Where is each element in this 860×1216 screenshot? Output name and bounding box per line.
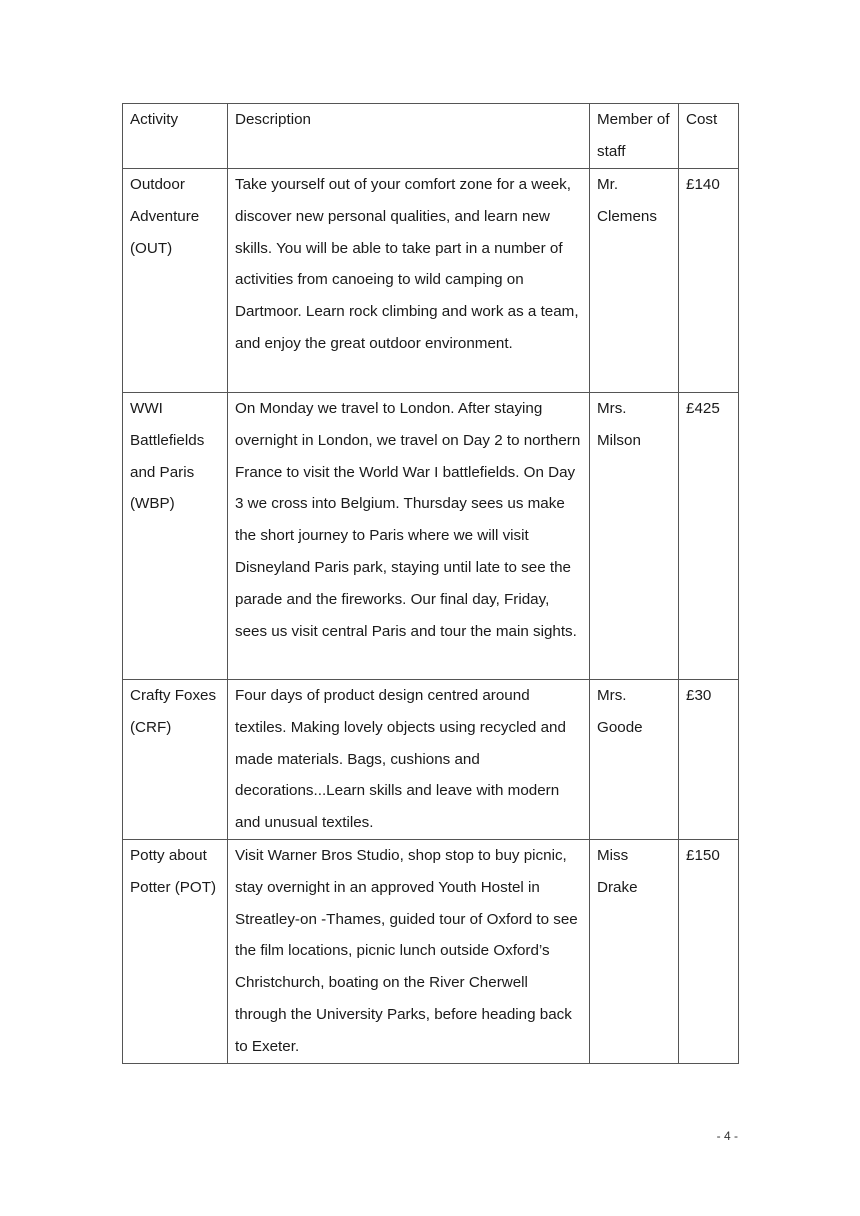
description-cell: Take yourself out of your comfort zone for a week, discover new personal qualities, and learn new skills. You will be able to take part in a number of activities from canoeing to wild camping on Dartmoor. Learn rock climbing and work as a team, and enjoy the great outdoor environment. bbox=[228, 169, 590, 393]
header-description: Description bbox=[228, 104, 590, 169]
table-row bbox=[123, 840, 739, 1064]
cost-cell: £425 bbox=[679, 393, 739, 680]
table-row bbox=[123, 680, 739, 840]
activities-table bbox=[122, 103, 739, 1064]
table-row bbox=[123, 393, 739, 680]
staff-cell: Mrs. Goode bbox=[590, 680, 679, 840]
description-cell: Visit Warner Bros Studio, shop stop to buy picnic, stay overnight in an approved Youth Hostel in Streatley-on -Thames, guided tour of Oxford to see the film locations, picnic lunch outside Oxford’s Christchurch, boating on the River Cherwell through the University Parks, before heading back to Exeter. bbox=[228, 840, 590, 1064]
activity-cell: Outdoor Adventure (OUT) bbox=[123, 169, 228, 393]
cost-cell: £150 bbox=[679, 840, 739, 1064]
table-header-row bbox=[123, 104, 739, 169]
cost-cell: £30 bbox=[679, 680, 739, 840]
description-cell: Four days of product design centred around textiles. Making lovely objects using recycled and made materials. Bags, cushions and decorations...Learn skills and leave with modern and unusual textiles. bbox=[228, 680, 590, 840]
activity-cell: Crafty Foxes (CRF) bbox=[123, 680, 228, 840]
staff-cell: Mr. Clemens bbox=[590, 169, 679, 393]
staff-cell: Mrs. Milson bbox=[590, 393, 679, 680]
header-cost: Cost bbox=[679, 104, 739, 169]
header-member-of-staff: Member of staff bbox=[590, 104, 679, 169]
activity-cell: Potty about Potter (POT) bbox=[123, 840, 228, 1064]
page-number: - 4 - bbox=[716, 1129, 738, 1143]
activity-cell: WWI Battlefields and Paris (WBP) bbox=[123, 393, 228, 680]
header-activity: Activity bbox=[123, 104, 228, 169]
cost-cell: £140 bbox=[679, 169, 739, 393]
table-row bbox=[123, 169, 739, 393]
staff-cell: Miss Drake bbox=[590, 840, 679, 1064]
description-cell: On Monday we travel to London. After staying overnight in London, we travel on Day 2 to northern France to visit the World War I battlefields. On Day 3 we cross into Belgium. Thursday sees us make the short journey to Paris where we will visit Disneyland Paris park, staying until late to see the parade and the fireworks. Our final day, Friday, sees us visit central Paris and tour the main sights. bbox=[228, 393, 590, 680]
